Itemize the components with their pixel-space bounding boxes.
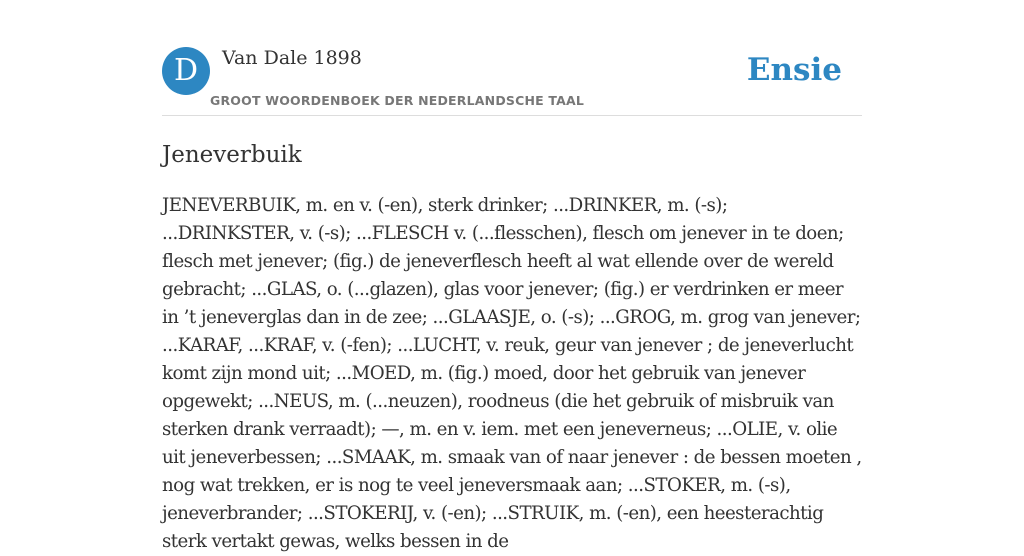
entry-definition-text: JENEVERBUIK, m. en v. (-en), sterk drinker; ...DRINKER, m. (-s); ...DRINKSTER, v. (-s); ...FLESCH v. (...flesschen), flesch om jenever in te doen; flesch met jenever; (fig.) de jeneverflesch heeft al wat ellende over de wereld gebracht; ...GLAS, o. (...glazen), glas voor jenever; (fig.) er verdrinken er meer in ’t jeneverglas dan in de zee; ...GLAASJE, o. (-s); ...GROG, m. grog van jenever; ...KARAF, ...KRAF, v. (-fen); ...LUCHT, v. reuk, geur van jenever ; de jeneverlucht komt zijn mond uit; ...MOED, m. (fig.) moed, door het gebruik van jenever opgewekt; ...NEUS, m. (...neuzen), roodneus (die het gebruik of misbruik van sterken drank verraadt); —, m. en v. iem. met een jeneverneus; ...OLIE, v. olie uit jeneverbessen; ...SMAAK, m. smaak van of naar jenever : de bessen moeten , nog wat trekken, er is nog te veel jeneversmaak aan; ...STOKER, m. (-s), jeneverbrander; ...STOKERIJ, v. (-en); ...STRUIK, m. (-en), een heesterachtig sterk vertakt gewas, welks bessen in de (162, 195, 862, 552)
source-logo-badge[interactable]: D (162, 47, 210, 95)
source-subtitle: GROOT WOORDENBOEK DER NEDERLANDSCHE TAAL (210, 93, 585, 108)
entry-title: Jeneverbuik (162, 142, 302, 168)
source-title[interactable]: Van Dale 1898 (222, 47, 362, 69)
ensie-logo-link[interactable]: Ensie (746, 52, 842, 88)
header (162, 0, 862, 116)
